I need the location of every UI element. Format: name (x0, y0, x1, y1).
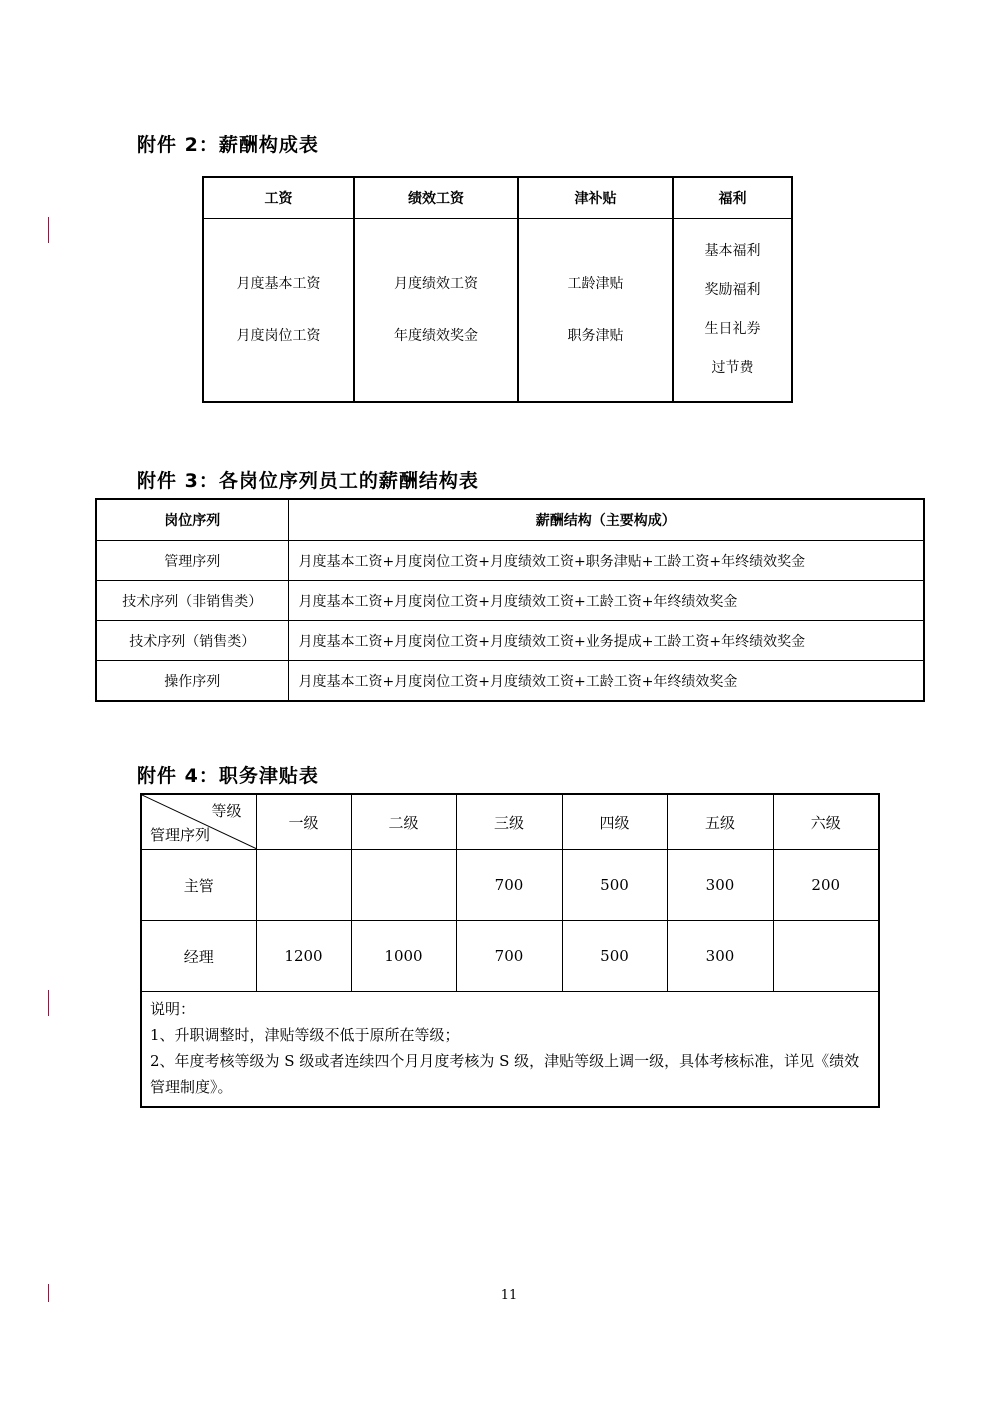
notes-cell (141, 992, 879, 1108)
table-cell (673, 219, 792, 403)
allowance-cell: 300 (667, 921, 773, 992)
position-cell: 管理序列 (96, 541, 288, 581)
note-item: 2、年度考核等级为 S 级或者连续四个月月度考核为 S 级，津贴等级上调一级，具体考核标准，详见《绩效管理制度》。 (150, 1052, 860, 1096)
diagonal-header-cell (141, 794, 256, 850)
table-row (96, 581, 924, 621)
grade-header: 六级 (773, 794, 879, 850)
table-cell (203, 219, 354, 403)
grade-header: 五级 (667, 794, 773, 850)
allowance-cell: 300 (667, 850, 773, 921)
attachment3-heading: 附件 3：各岗位序列员工的薪酬结构表 (137, 470, 479, 492)
allowance-cell: 1200 (256, 921, 351, 992)
allowance-cell: 700 (456, 850, 562, 921)
allowance-cell: 1000 (351, 921, 456, 992)
cell-item: 过节费 (711, 360, 754, 376)
structure-cell: 月度基本工资+月度岗位工资+月度绩效工资+业务提成+工龄工资+年终绩效奖金 (288, 621, 924, 661)
structure-cell: 月度基本工资+月度岗位工资+月度绩效工资+工龄工资+年终绩效奖金 (288, 661, 924, 702)
position-cell: 技术序列（销售类） (96, 621, 288, 661)
row-label: 主管 (141, 850, 256, 921)
position-allowance-table (140, 793, 880, 1108)
row-label: 经理 (141, 921, 256, 992)
position-cell: 操作序列 (96, 661, 288, 702)
table-row (96, 621, 924, 661)
allowance-cell: 700 (456, 921, 562, 992)
note-item: 1、升职调整时，津贴等级不低于原所在等级； (150, 1026, 460, 1044)
page-number: 11 (500, 1288, 518, 1303)
grade-header: 一级 (256, 794, 351, 850)
grade-header: 三级 (456, 794, 562, 850)
table-cell (518, 219, 673, 403)
cell-item: 年度绩效奖金 (394, 328, 478, 344)
allowance-cell (256, 850, 351, 921)
position-cell: 技术序列（非销售类） (96, 581, 288, 621)
allowance-cell: 200 (773, 850, 879, 921)
cell-item: 工龄津贴 (567, 276, 624, 292)
structure-cell: 月度基本工资+月度岗位工资+月度绩效工资+职务津贴+工龄工资+年终绩效奖金 (288, 541, 924, 581)
table-row (141, 921, 879, 992)
column-header: 福利 (673, 177, 792, 219)
grade-header: 二级 (351, 794, 456, 850)
cell-item: 生日礼券 (704, 321, 761, 337)
allowance-cell (351, 850, 456, 921)
cell-item: 月度绩效工资 (394, 276, 478, 292)
sequence-axis-label: 管理序列 (150, 826, 211, 844)
allowance-cell: 500 (562, 850, 667, 921)
margin-mark (48, 990, 49, 1016)
table-row (96, 541, 924, 581)
table-row (141, 850, 879, 921)
cell-item: 月度岗位工资 (236, 328, 321, 344)
structure-cell: 月度基本工资+月度岗位工资+月度绩效工资+工龄工资+年终绩效奖金 (288, 581, 924, 621)
allowance-cell: 500 (562, 921, 667, 992)
notes-title: 说明： (150, 1000, 196, 1018)
column-header: 工资 (203, 177, 354, 219)
grade-header: 四级 (562, 794, 667, 850)
allowance-cell (773, 921, 879, 992)
table-row (96, 661, 924, 702)
table-cell (354, 219, 518, 403)
attachment2-heading: 附件 2：薪酬构成表 (137, 134, 319, 156)
column-header: 津补贴 (518, 177, 673, 219)
margin-mark (48, 217, 49, 243)
salary-composition-table (202, 176, 793, 403)
cell-item: 奖励福利 (704, 282, 761, 298)
column-header: 岗位序列 (96, 499, 288, 541)
grade-axis-label: 等级 (211, 802, 242, 820)
cell-item: 基本福利 (704, 243, 761, 259)
column-header: 薪酬结构（主要构成） (288, 499, 924, 541)
position-salary-structure-table (95, 498, 925, 702)
attachment4-heading: 附件 4：职务津贴表 (137, 765, 319, 787)
column-header: 绩效工资 (354, 177, 518, 219)
cell-item: 月度基本工资 (236, 276, 321, 292)
cell-item: 职务津贴 (567, 328, 624, 344)
